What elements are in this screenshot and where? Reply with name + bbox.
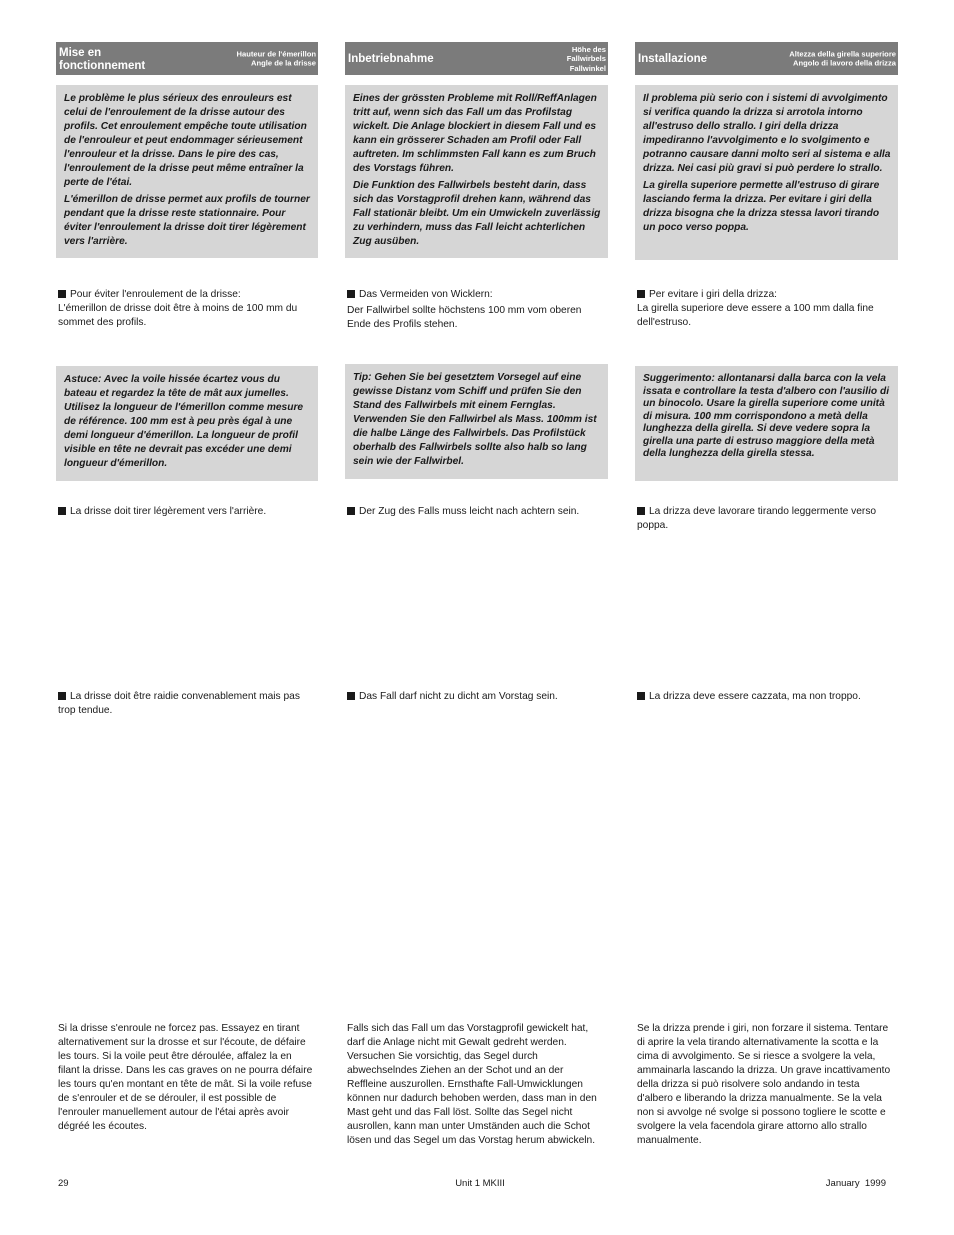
intro-box	[56, 85, 318, 258]
bullet-square-icon	[637, 290, 645, 298]
point-text: Der Zug des Falls muss leicht nach achtern sein.	[359, 506, 580, 517]
point-halyard-angle	[347, 505, 605, 519]
troubleshooting-paragraph	[637, 1022, 895, 1148]
header-subtopics	[567, 44, 606, 73]
title-line: Installazione	[638, 53, 708, 65]
point-halyard-tension	[347, 690, 605, 704]
point-halyard-tension	[58, 690, 316, 718]
point-swivel-height	[58, 288, 316, 330]
point-swivel-height	[637, 288, 895, 330]
subtopic-label: Angle de la drisse	[251, 58, 316, 68]
point-body: Der Fallwirbel sollte höchstens 100 mm vom oberen Ende des Profils stehen.	[347, 305, 582, 330]
point-swivel-height	[347, 288, 605, 332]
page-number: 29	[58, 1178, 69, 1189]
tip-text: Tip: Gehen Sie bei gesetztem Vorsegel auf eine gewisse Distanz vom Schiff und prüfen Sie den Stand des Fallwirbels mit einem Fernglas. Verwenden Sie den Fallwirbel als Mass. 100mm ist die halbe Länge des Fallwirbels. Das Profilstück oberhalb des Fallwirbels sollte also halb so lang sein wie der Fallwirbel.	[353, 372, 597, 467]
subtopic-label: Hauteur de l'émerillon	[236, 49, 316, 58]
section-title	[638, 53, 707, 66]
bullet-square-icon	[58, 290, 66, 298]
bullet-square-icon	[347, 290, 355, 298]
troubleshooting-paragraph	[347, 1022, 605, 1148]
subtopic-label: Altezza della girella superiore	[789, 49, 896, 58]
intro-paragraph: Le problème le plus sérieux des enrouleurs est celui de l'enroulement de la drisse autour des profils. Cet enroulement empêche toute utilisation de l'enrouleur et peut endommager sérieusement l'enrouleur et la drisse. Dans le pire des cas, l'enroulement de la drisse peut même entraîner la perte de l'étai.	[64, 93, 307, 188]
point-text: La drizza deve essere cazzata, ma non troppo.	[649, 691, 861, 702]
bullet-square-icon	[58, 507, 66, 515]
tip-box	[345, 364, 608, 479]
intro-paragraph: La girella superiore permette all'estruso di girare lasciando ferma la drizza. Per evitare i giri della drizza bisogna che la drizza stessa lavori tirando un poco verso poppa.	[643, 180, 880, 233]
header-subtopics	[237, 49, 316, 68]
point-text: La drisse doit être raidie convenablement mais pas trop tendue.	[58, 691, 300, 716]
point-body: La girella superiore deve essere a 100 mm dalla fine dell'estruso.	[637, 303, 874, 328]
title-line: Inbetriebnahme	[348, 53, 434, 65]
point-heading: Per evitare i giri della drizza:	[649, 289, 777, 300]
subtopic-label: Fallwinkel	[569, 63, 606, 73]
intro-box	[345, 85, 608, 258]
intro-paragraph: Die Funktion des Fallwirbels besteht darin, dass sich das Vorstagprofil drehen kann, während das Fall stationär bleibt. Um ein Umwickeln zuverlässig zu verhindern, muss das Fall leicht achterlichen Zug ausüben.	[353, 180, 601, 247]
point-heading: Das Vermeiden von Wicklern:	[359, 289, 493, 300]
point-text: La drizza deve lavorare tirando leggermente verso poppa.	[637, 506, 877, 531]
tip-box	[635, 366, 898, 481]
section-title	[59, 47, 145, 73]
troubleshooting-text: Se la drizza prende i giri, non forzare il sistema. Tentare di aprire la vela tirando alternativamente la scotta e la cima di avvolgimento. Se si riesce a svolgere la vela, ammainarla lascando la drizza. Un grave incattivamento della drizza si può risolvere solo andando in testa d'albero e liberando la drizza manualmente. Se la vela non si avvolge né svolge si possono togliere le scotte e svolgere la vela facendola girare attorno allo strallo manualmente.	[637, 1023, 891, 1146]
header-subtopics	[789, 49, 896, 68]
section-header	[635, 42, 898, 75]
troubleshooting-text: Si la drisse s'enroule ne forcez pas. Essayez en tirant alternativement sur la drosse et sur l'écoute, de défaire les tours. Si la voile peut être déroulée, affalez la en filant la drisse. Dans les cas graves on ne pourra défaire les tours qu'en montant en tête de mât. Si la voile refuse de s'enrouler et de se dérouler, il est possible de l'enrouler manuellement autour de l'étai après avoir dégréé les écoutes.	[58, 1023, 313, 1132]
tip-text: Astuce: Avec la voile hissée écartez vous du bateau et regardez la tête de mât aux jumelles. Utilisez la longueur de l'émerillon comme mesure de référence. 100 mm est à peu près égal à une demi longueur d'émerillon. La longueur de profil visible en tête ne devrait pas excéder une demi longueur d'émerillon.	[64, 374, 304, 469]
subtopic-label: Angolo di lavoro della drizza	[793, 58, 896, 68]
intro-box	[635, 85, 898, 260]
footer-date: January 1999	[825, 1178, 886, 1189]
section-title	[348, 53, 434, 66]
bullet-square-icon	[347, 507, 355, 515]
footer-product: Unit 1 MKIII	[455, 1178, 505, 1189]
bullet-square-icon	[637, 692, 645, 700]
troubleshooting-paragraph	[58, 1022, 316, 1134]
troubleshooting-text: Falls sich das Fall um das Vorstagprofil gewickelt hat, darf die Anlage nicht mit Gewalt gedreht werden. Versuchen Sie vorsichtig, das Segel durch abwechselndes Ziehen an der Schot und an der Reffleine auszurollen. Ernsthafte Fall-Umwicklungen können nur dadurch behoben werden, dass man in den Mast geht und das Fall löst. Sollte das Segel nicht ausrollen, kann man unter Umständen auch die Schot lösen und das Segel um das Vorstag herum abwickeln.	[347, 1023, 597, 1146]
intro-paragraph: Il problema più serio con i sistemi di avvolgimento si verifica quando la drizza si arrotola intorno all'estruso dello strallo. I giri della drizza impediranno l'avvolgimento e lo svolgimento e potranno causare danni molto seri al sistema e alla drizza. Nei casi più gravi si può perdere lo strallo.	[643, 93, 891, 174]
point-text: La drisse doit tirer légèrement vers l'arrière.	[70, 506, 267, 517]
tip-text: Suggerimento: allontanarsi dalla barca con la vela issata e controllare la testa d'albero con l'ausilio di un binocolo. Usare la girella superiore come unità di misura. 100 mm corrispondono a metà della lunghezza della girella. Si deve vedere sopra la girella una parte di estruso maggiore della metà della lunghezza della girella stessa.	[643, 373, 890, 459]
intro-paragraph: L'émerillon de drisse permet aux profils de tourner pendant que la drisse reste stationnaire. Pour éviter l'enroulement la drisse doit tirer légèrement vers l'arrière.	[64, 194, 310, 247]
point-heading: Pour éviter l'enroulement de la drisse:	[70, 289, 241, 300]
bullet-square-icon	[347, 692, 355, 700]
bullet-square-icon	[58, 692, 66, 700]
point-text: Das Fall darf nicht zu dicht am Vorstag sein.	[359, 691, 558, 702]
title-line: Mise en	[59, 47, 102, 59]
intro-paragraph: Eines der grössten Probleme mit Roll/ReffAnlagen tritt auf, wenn sich das Fall um das Profilstag wickelt. Die Anlage blockiert in diesem Fall und es kann ein grösserer Schaden am Profil oder Fall auftreten. Im schlimmsten Fall kann es zum Bruch des Vorstags führen.	[353, 93, 597, 174]
title-line: fonctionnement	[59, 60, 146, 72]
bullet-square-icon	[637, 507, 645, 515]
point-halyard-angle	[637, 505, 895, 533]
point-halyard-tension	[637, 690, 895, 704]
section-header	[56, 42, 318, 75]
tip-box	[56, 366, 318, 481]
point-body: L'émerillon de drisse doit être à moins de 100 mm du sommet des profils.	[58, 303, 298, 328]
subtopic-label: Höhe des	[571, 44, 606, 54]
point-halyard-angle	[58, 505, 316, 519]
subtopic-label: Fallwirbels	[566, 53, 606, 63]
section-header	[345, 42, 608, 75]
